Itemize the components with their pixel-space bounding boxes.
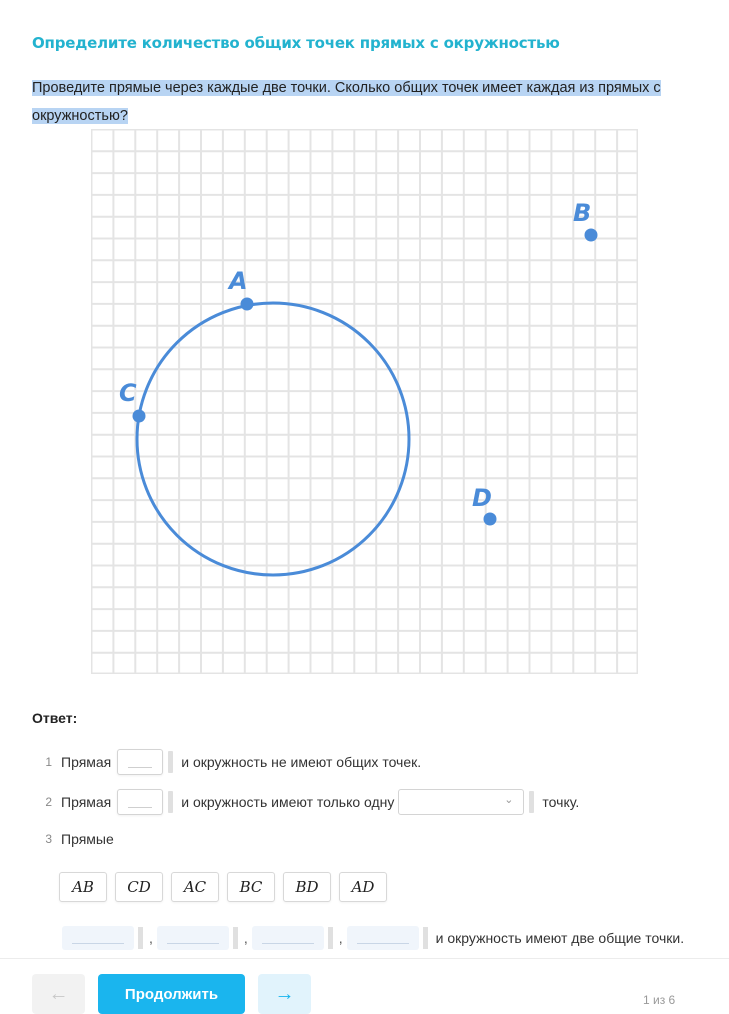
row-suffix: и окружность не имеют общих точек. — [181, 754, 422, 770]
footer-bar — [0, 958, 729, 1011]
arrow-right-icon: → — [274, 982, 295, 1005]
arrow-left-icon: ← — [48, 982, 69, 1005]
slot-divider — [233, 927, 238, 949]
answer-chips — [59, 872, 387, 902]
task-question: Проведите прямые через каждые две точки. Сколько общих точек имеет каждая из прямых с окружностью? — [32, 80, 661, 124]
chip-ac[interactable]: AC — [171, 872, 219, 902]
line-input-2[interactable] — [117, 789, 163, 815]
point-label-a: A — [229, 267, 248, 295]
drop-slot-4[interactable] — [347, 926, 419, 950]
continue-button[interactable]: Продолжить — [98, 974, 245, 1014]
answer-row-1 — [40, 749, 421, 775]
answer-row-3 — [40, 831, 114, 847]
input-divider — [168, 751, 173, 773]
next-button[interactable] — [258, 974, 311, 1014]
line-input-1[interactable] — [117, 749, 163, 775]
row-prefix: Прямая — [61, 754, 112, 770]
slots-suffix: и окружность имеют две общие точки. — [435, 930, 685, 946]
point-d — [484, 513, 497, 526]
drop-slot-2[interactable] — [157, 926, 229, 950]
point-label-d: D — [472, 484, 492, 512]
point-label-b: B — [573, 199, 592, 227]
row-number: 2 — [45, 795, 52, 809]
drop-slot-3[interactable] — [252, 926, 324, 950]
point-a — [241, 298, 254, 311]
circle — [137, 303, 409, 575]
chip-bd[interactable]: BD — [283, 872, 331, 902]
task-title: Определите количество общих точек прямых с окружностью — [32, 34, 560, 52]
chevron-down-icon: ⌄ — [504, 794, 514, 806]
input-divider — [529, 791, 534, 813]
row-number: 1 — [45, 755, 52, 769]
grid-canvas — [91, 129, 638, 674]
chip-cd[interactable]: CD — [115, 872, 163, 902]
row-prefix: Прямые — [61, 831, 114, 847]
slot-divider — [423, 927, 428, 949]
slot-divider — [138, 927, 143, 949]
chip-ad[interactable]: AD — [339, 872, 387, 902]
answer-label: Ответ: — [32, 710, 78, 726]
chip-bc[interactable]: BC — [227, 872, 275, 902]
row-number: 3 — [45, 832, 52, 846]
geometry-figure — [91, 129, 638, 674]
chip-ab[interactable]: AB — [59, 872, 107, 902]
point-type-select[interactable] — [398, 789, 524, 815]
drop-slot-1[interactable] — [62, 926, 134, 950]
row-prefix: Прямая — [61, 794, 112, 810]
row-suffix: точку. — [542, 794, 580, 810]
slot-divider — [328, 927, 333, 949]
page-counter: 1 из 6 — [643, 993, 676, 1007]
drop-slots: , , , и окружность имеют две общие точки. — [62, 926, 684, 950]
prev-button[interactable] — [32, 974, 85, 1014]
input-divider — [168, 791, 173, 813]
point-label-c: C — [119, 379, 137, 407]
row-middle: и окружность имеют только одну — [181, 794, 395, 810]
point-b — [585, 229, 598, 242]
answer-row-2 — [40, 789, 579, 815]
point-c — [133, 410, 146, 423]
